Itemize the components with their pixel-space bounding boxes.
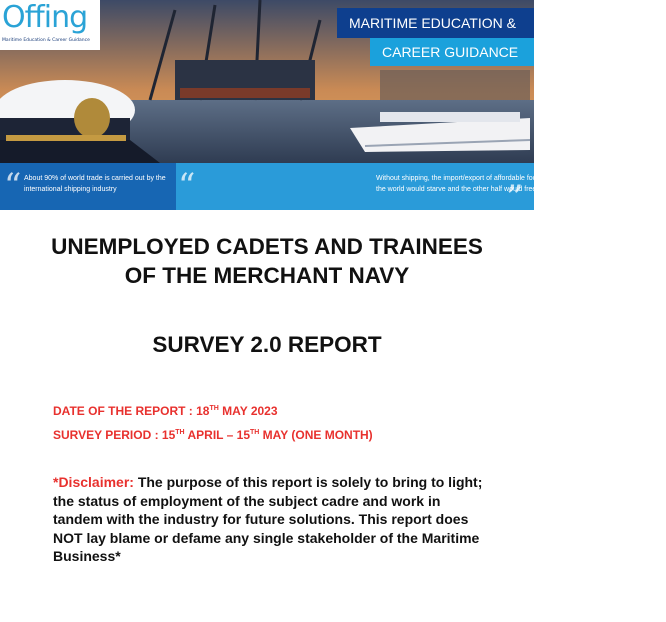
- open-quote-icon: “: [178, 166, 196, 206]
- offing-logo: [0, 0, 100, 50]
- logo-wordmark: Offing: [2, 0, 88, 35]
- open-quote-icon: “: [4, 166, 22, 206]
- report-subtitle: SURVEY 2.0 REPORT: [152, 332, 382, 357]
- badge-line-1: MARITIME EDUCATION &: [337, 8, 534, 38]
- quote-right-text: Without shipping, the import/export of affordable food and goods would not be possible - half the world would starve and the other half would freeze!: [376, 175, 662, 193]
- quote-panel-right: [176, 163, 662, 218]
- disclaimer-label: *Disclaimer:: [53, 474, 134, 490]
- disclaimer-text: The purpose of this report is solely to bring to light; the status of employment of the subject cadre and work in tandem with the industry for future solutions. This report does NOT lay blame or defame any single stakeholder of the Maritime Business*: [53, 474, 483, 564]
- quote-left-text: About 90% of world trade is carried out by the international shipping industry: [24, 175, 166, 193]
- quote-strip: [0, 163, 662, 218]
- close-quote-icon: ”: [506, 178, 524, 218]
- quote-panel-left: [0, 163, 176, 210]
- report-date: DATE OF THE REPORT : 18TH MAY 2023: [53, 404, 278, 418]
- disclaimer: [53, 473, 493, 566]
- report-title: UNEMPLOYED CADETS AND TRAINEES OF THE MERCHANT NAVY: [51, 234, 483, 288]
- survey-period: SURVEY PERIOD : 15TH APRIL – 15TH MAY (ONE MONTH): [53, 428, 373, 442]
- logo-tagline: Maritime Education & Career Guidance: [2, 38, 90, 43]
- badge-line-2: CAREER GUIDANCE: [370, 38, 534, 66]
- header-banner: [0, 0, 662, 218]
